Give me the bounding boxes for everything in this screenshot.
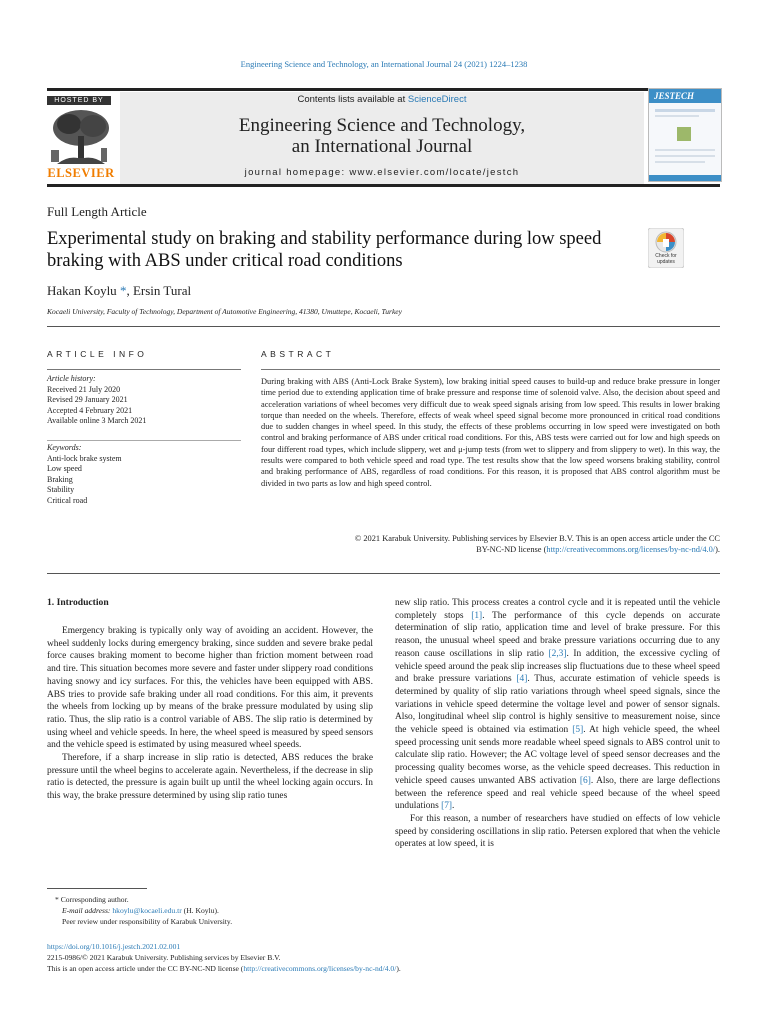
sciencedirect-link[interactable]: ScienceDirect bbox=[407, 94, 467, 105]
email-label: E-mail address: bbox=[62, 906, 113, 915]
abstract-heading: ABSTRACT bbox=[261, 349, 335, 359]
citation-link[interactable]: [2,3] bbox=[548, 648, 567, 659]
text-run: . bbox=[452, 801, 455, 812]
journal-title bbox=[120, 115, 644, 157]
abstract-copyright bbox=[261, 533, 720, 556]
journal-cover-image[interactable] bbox=[648, 88, 722, 182]
text-run: . Thus, accurate estimation of vehicle speeds is determined by quality of slip ratio variations through wheel speed signals, since the variations in vehicle speed determine the voltage level and power of sensor signals. Also, longitudinal wheel slip control is highly sensitive to measurement noise, since the vehicle speed is obtained via estimation bbox=[395, 674, 721, 736]
citation-link[interactable]: [4] bbox=[516, 674, 528, 685]
header-bottom-rule bbox=[47, 184, 720, 187]
journal-title-line1: Engineering Science and Technology, bbox=[238, 115, 526, 136]
citation-link[interactable]: [5] bbox=[572, 725, 584, 736]
text-run: . In addition, the excessive cycling of vehicle speed around the peak slip increases slip fluctuations due to these wheel speed and brake pressure variations bbox=[395, 648, 721, 685]
text-run: . The performance of this cycle depends on accurate determination of slip ratio, application time and level of brake pressure. For this reason, the unusual wheel speed and brake pressure variations occurring due to any reason cause oscillations in slip ratio bbox=[395, 610, 720, 659]
keyword-item: Critical road bbox=[47, 495, 88, 505]
author-1[interactable]: Hakan Koylu bbox=[47, 283, 120, 298]
license-link[interactable]: http://creativecommons.org/licenses/by-nc-nd/4.0/ bbox=[243, 964, 397, 973]
peer-review-note: Peer review under responsibility of Karabuk University. bbox=[62, 917, 233, 926]
keywords-rule bbox=[47, 440, 241, 441]
journal-homepage[interactable]: journal homepage: www.elsevier.com/locate/jestch bbox=[244, 167, 520, 178]
left-column-text bbox=[47, 625, 373, 803]
affiliation: Kocaeli University, Faculty of Technology, Department of Automotive Engineering, 41380, Umuttepe, Kocaeli, Turkey bbox=[47, 307, 402, 316]
oa-prefix: This is an open access article under the CC BY-NC-ND license ( bbox=[47, 964, 244, 973]
keywords-block bbox=[47, 443, 241, 506]
corresponding-author-mark[interactable]: * bbox=[119, 283, 127, 298]
article-info-rule bbox=[47, 369, 241, 370]
text-run: . At high vehicle speed, the wheel speed processing unit sends more readable wheel speed signals to ABS control unit to calculate slip ratio. However; the AC voltage level of speed sensor decreases and the processing quality becomes worse, as the vehicle speed decreases. This reduction in vehicle speed causes unwanted ABS activation bbox=[395, 725, 720, 786]
page-footer bbox=[47, 941, 401, 974]
keyword-item: Low speed bbox=[47, 464, 82, 473]
footnotes bbox=[47, 894, 232, 927]
author-2[interactable]: Ersin Tural bbox=[132, 283, 192, 298]
journal-reference[interactable]: Engineering Science and Technology, an International Journal 24 (2021) 1224–1238 bbox=[240, 59, 528, 69]
text-run: . Also, there are large deflections between the reference speed and real vehicle speed because of the wheel speed undulations bbox=[395, 775, 721, 812]
article-history bbox=[47, 374, 241, 427]
cover-art-icon bbox=[649, 103, 721, 181]
journal-title-line2: an International Journal bbox=[291, 136, 473, 157]
citation-link[interactable]: [7] bbox=[441, 801, 453, 812]
header-top-rule bbox=[47, 88, 720, 91]
email-note bbox=[47, 905, 232, 916]
history-received: Received 21 July 2020 bbox=[47, 384, 121, 394]
article-history-label: Article history: bbox=[47, 374, 96, 383]
contents-line bbox=[120, 94, 644, 105]
oa-suffix: ). bbox=[396, 964, 401, 973]
history-online: Available online 3 March 2021 bbox=[47, 416, 147, 425]
copyright-line-2 bbox=[261, 544, 720, 555]
intro-paragraph: Therefore, if a sharp increase in slip ratio is detected, ABS reduces the brake pressure until the wheel begins to accelerate again. Nevertheless, if the decrease in slip ratio is detected, the pressure is again built up until the wheel locking again occurs. In this way, the brake pressure determined by using slip ratio tunes bbox=[47, 753, 373, 802]
keyword-item: Anti-lock brake system bbox=[47, 453, 122, 463]
article-type: Full Length Article bbox=[47, 204, 147, 219]
email-link[interactable]: hkoylu@kocaeli.edu.tr bbox=[112, 906, 182, 915]
author-list bbox=[47, 283, 191, 299]
article-info-heading: ARTICLE INFO bbox=[47, 349, 148, 359]
keywords-label: Keywords: bbox=[47, 443, 82, 452]
elsevier-wordmark: ELSEVIER bbox=[47, 166, 115, 180]
abstract-rule bbox=[261, 369, 720, 370]
footnote-rule bbox=[47, 888, 147, 889]
keyword-item: Braking bbox=[47, 474, 73, 484]
copyright-prefix: BY-NC-ND license ( bbox=[476, 545, 547, 555]
doi-link[interactable]: https://doi.org/10.1016/j.jestch.2021.02.001 bbox=[47, 942, 181, 951]
check-for-updates-label: Check for updates bbox=[655, 253, 677, 265]
license-link[interactable]: http://creativecommons.org/licenses/by-nc-nd/4.0/ bbox=[546, 545, 716, 555]
introduction-heading: 1. Introduction bbox=[47, 597, 109, 608]
open-access-line bbox=[47, 963, 401, 974]
citation-link[interactable]: [6] bbox=[579, 775, 591, 786]
intro-paragraph-continued bbox=[395, 597, 720, 813]
abstract-text: During braking with ABS (Anti-Lock Brake System), low braking initial speed causes to build-up and reduce brake pressure in longer time period due to extending application time of brake pressure and response time of solenoid valve. Also, the decision about speed and acceleration variations of wheel becomes very difficult due to weak speed signals arising from low speed. This results in lower braking torque than needed on the wheels. Therefore, effects of weak wheel speed signal become more pronounced in critical road conditions due to sudden changes in wheel speed. In this study, the effects of these problems occurring in low speed were investigated on both control and braking performance of ABS under critical road conditions. For this, ABS tests were carried out for low and high speeds on four different road types, which include slippery, wet and μ-jump tests (from wet to slippery and from slippery to wet). In this way, the results were compared to both vehicle speed and road type. The test results show that the low speed worsens braking stability, control and braking performance of ABS, regardless of road conditions. For this reason, it is proposed that ABS control algorithm must be divided in two parts as low and high speed control. bbox=[261, 377, 720, 488]
right-column-text bbox=[395, 597, 720, 851]
contents-prefix: Contents lists available at bbox=[297, 94, 408, 105]
copyright-line-1: © 2021 Karabuk University. Publishing services by Elsevier B.V. This is an open access article under the CC bbox=[354, 534, 720, 543]
section-rule-bottom bbox=[47, 573, 720, 574]
author-separator: , bbox=[126, 283, 133, 298]
keyword-item: Stability bbox=[47, 485, 75, 494]
text-run: new slip ratio. This process creates a control cycle and it is repeated until the vehicle completely stops bbox=[395, 598, 720, 621]
corresponding-author-note: * Corresponding author. bbox=[55, 895, 129, 904]
intro-paragraph: Emergency braking is typically only way of avoiding an accident. However, the wheel suddenly locks during emergency braking, since sudden and severe brake pedal force causes braking moment to become higher than friction moment between road and tire. This situation becomes more severe and faster under slippery road conditions having snowy and icy surfaces. For this, the vehicles have been equipped with ABS. ABS tries to provide safe braking under all road conditions. For this aim, it prevents the wheels from locking up by means of the brake pressure modulated by using slip ratio. Thus, the slip ratio is a control variable of ABS. The slip ratio is determined by using wheel and vehicle speeds. In here, the wheel speed is measured by speed sensors and the vehicle speed is estimated by using measured wheel speeds. bbox=[47, 626, 373, 751]
citation-link[interactable]: [1] bbox=[471, 610, 483, 621]
history-accepted: Accepted 4 February 2021 bbox=[47, 405, 133, 415]
elsevier-tree-logo-icon bbox=[47, 106, 115, 168]
hosted-by-label: HOSTED BY bbox=[47, 96, 111, 105]
copyright-suffix: ). bbox=[715, 545, 720, 555]
email-suffix: (H. Koylu). bbox=[181, 906, 219, 915]
article-title: Experimental study on braking and stability performance during low speed braking with ABS under critical road conditions bbox=[47, 229, 602, 271]
intro-paragraph: For this reason, a number of researchers have studied on effects of low vehicle speed by considering oscillations in slip ratio. Petersen explored that when the vehicle operates at low speed, it is bbox=[395, 813, 720, 850]
history-revised: Revised 29 January 2021 bbox=[47, 395, 128, 404]
cover-title: JESTECH bbox=[649, 89, 721, 103]
issn-line: 2215-0986/© 2021 Karabuk University. Publishing services by Elsevier B.V. bbox=[47, 953, 281, 962]
section-rule-top bbox=[47, 326, 720, 327]
